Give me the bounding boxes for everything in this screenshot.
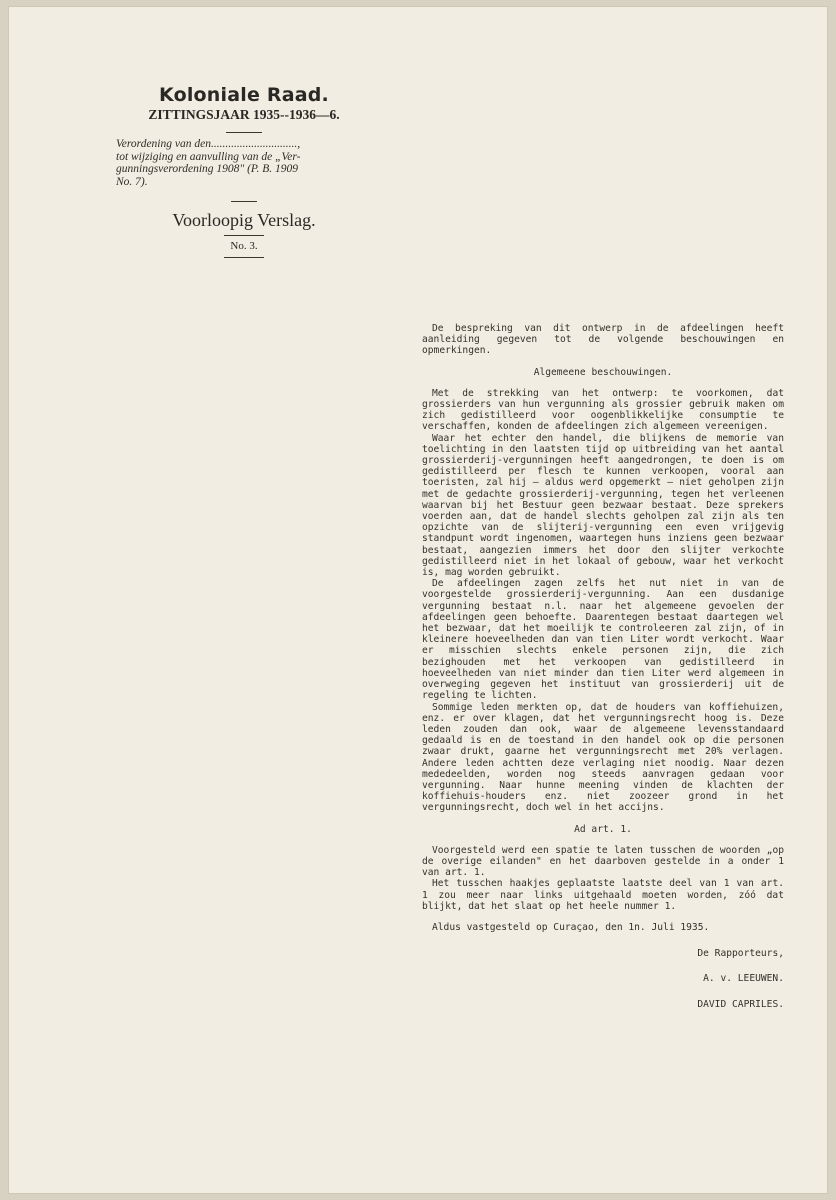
- divider: [224, 235, 264, 236]
- signatory-name: A. v. LEEUWEN.: [703, 973, 784, 985]
- session-year: ZITTINGSJAAR 1935--1936—6.: [148, 107, 340, 122]
- divider: [224, 257, 264, 258]
- council-title: Koloniale Raad.: [159, 84, 329, 106]
- document-page: [8, 6, 828, 1194]
- body-paragraph: Met de strekking van het ontwerp: te voorkomen, dat grossierders van hun vergunning als grossier gebruik maken om zich gedistilleerd voor oogenblikkelijke consumptie te verschaffen, konden de afdeelingen zich algemeen vereenigen.: [422, 387, 784, 433]
- closing-line: Aldus vastgesteld op Curaçao, den 1n. Juli 1935.: [432, 921, 710, 933]
- signatories-label: De Rapporteurs,: [697, 948, 784, 960]
- body-paragraph: Waar het echter den handel, die blijkens de memorie van toelichting in den laatsten tijd op uitbreiding van het aantal grossierderij-vergunningen heeft aangedrongen, te doen is om gedistilleerd per flesch te kunnen verkoopen, vooral aan toeristen, zal hij — aldus werd opgemerkt — niet geholpen zijn met de gedachte grossierderij-vergunning, tegen het verleenen waarvan bij het Bestuur geen bezwaar bestaat. Deze sprekers voerden aan, dat de handel slechts geholpen zal zijn als ten opzichte van de slijterij-vergunning een even vrijgevig standpunt wordt ingenomen, waartegen huns inziens geen bezwaar bestaat, aangezien immers het door den slijter verkochte gedistilleerd niet in het lokaal of gebouw, waar het verkocht is, mag worden gebruikt.: [422, 432, 784, 579]
- decree-line: No. 7).: [116, 175, 148, 188]
- article-paragraph: Voorgesteld werd een spatie te laten tusschen de woorden „op de overige eilanden" en het daarboven gestelde in a onder 1 van art. 1.: [422, 844, 784, 879]
- divider: [226, 132, 262, 133]
- report-body: [422, 323, 784, 1010]
- decree-line: Verordening van den..............................,: [116, 138, 301, 150]
- section-heading-general: Algemeene beschouwingen.: [533, 366, 673, 378]
- decree-description: [116, 138, 380, 188]
- intro-paragraph: De bespreking van dit ontwerp in de afdeelingen heeft aanleiding gegeven tot de volgende beschouwingen en opmerkingen.: [422, 323, 784, 357]
- report-number: No. 3.: [230, 240, 258, 252]
- decree-line: gunningsverordening 1908" (P. B. 1909: [116, 163, 299, 175]
- body-paragraph: De afdeelingen zagen zelfs het nut niet in van de voorgestelde grossierderij-vergunning. Aan een dusdanige vergunning bestaat n.l. naar het algemeene gevoelen der afdeelingen geen behoefte. Daarentegen bestaat daartegen wel het bezwaar, dat het moeilijk te controleeren zal zijn, of in kleinere hoeveelheden dan van tien Liter wordt verkocht. Waar er misschien slechts enkele personen zijn, die zich bezighouden met het verkoopen van gedistilleerd in hoeveelheden van niet minder dan tien Liter werd algemeen in overweging gegeven het instituut van grossierderij uit de regeling te lichten.: [422, 578, 784, 702]
- divider: [231, 201, 257, 202]
- decree-line: tot wijziging en aanvulling van de „Ver-: [116, 150, 301, 163]
- section-heading-article: Ad art. 1.: [574, 823, 632, 835]
- masthead: [108, 84, 380, 258]
- article-paragraph: Het tusschen haakjes geplaatste laatste deel van 1 van art. 1 zou meer naar links uitgehaald moeten worden, zóó dat blijkt, dat het slaat op het heele nummer 1.: [422, 878, 784, 912]
- body-paragraph: Sommige leden merkten op, dat de houders van koffiehuizen, enz. er over klagen, dat het vergunningsrecht hoog is. Deze leden zouden dan ook, waar de algemeene levensstandaard gedaald is en de toestand in den handel ook op die personen zwaar drukt, gaarne het vergunningsrecht met 20% verlagen. Andere leden achtten deze verlaging niet noodig. Naar dezen mededeelden, worden nog steeds aanvragen gedaan voor vergunning. Naar hunne meening vinden de klachten der koffiehuis-houders enz. niet zoozeer grond in het vergunningsrecht, doch wel in het accijns.: [422, 701, 784, 814]
- signatory-name: DAVID CAPRILES.: [697, 998, 784, 1010]
- report-title: Voorloopig Verslag.: [172, 210, 316, 230]
